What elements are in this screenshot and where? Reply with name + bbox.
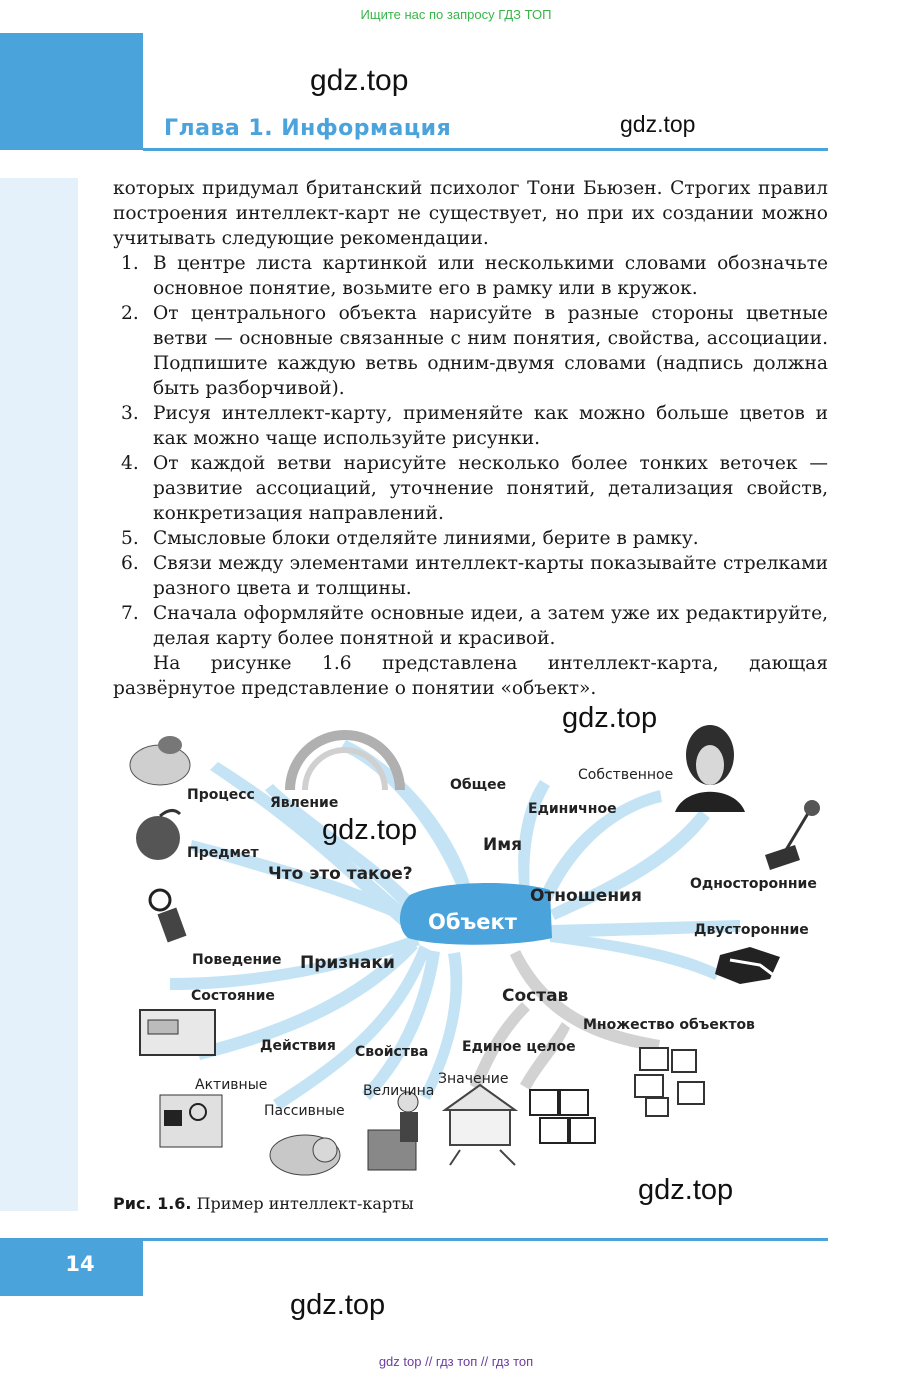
map-label: Двусторонние [694,922,809,938]
header-color-block [0,33,143,150]
watermark: gdz.top [290,1289,386,1321]
item-text: В центре листа картинкой или несколькими словами обозначьте основное понятие, возьмите его в рамку или в кружок. [153,253,828,299]
builder-icon [368,1092,418,1170]
footer-rule [143,1238,828,1241]
item-text: От центрального объекта нарисуйте в разные стороны цветные ветви — основные связанные с ним понятия, свойства, ассоциации. Подпишите каждую ветвь одним-двумя словами (надпись должна быть разборчивой). [153,303,828,399]
item-text: Связи между элементами интеллект-карты показывайте стрелками разного цвета и толщины. [153,553,828,599]
map-label: Действия [260,1038,336,1054]
puzzle-set-icon [635,1048,704,1116]
bottom-links[interactable]: gdz top // гдз топ // гдз топ [378,1354,534,1369]
watermark: gdz.top [638,1174,734,1206]
map-label: Поведение [192,952,282,968]
map-label: Отношения [530,886,642,906]
puzzle-piece-icon [530,1090,595,1143]
list-item [113,526,828,551]
apple-icon [136,810,180,860]
item-text: Рисуя интеллект-карту, применяйте как можно больше цветов и как можно чаще используйте рисунки. [153,403,828,449]
caption-label: Рис. 1.6. [113,1194,192,1213]
item-number: 5. [121,528,139,549]
item-number: 1. [121,253,139,274]
rose-hand-icon [765,800,820,870]
list-item [113,251,828,301]
map-label: Пассивные [264,1103,345,1119]
map-label: Величина [363,1083,435,1099]
watermark: gdz.top [562,702,658,734]
map-label: Общее [450,777,507,793]
pushkin-portrait [672,720,747,812]
chapter-title: Глава 1. Информация [164,116,452,141]
map-label: Имя [483,835,523,855]
watermark: gdz.top [310,64,409,97]
list-item [113,301,828,401]
item-number: 7. [121,603,139,624]
map-label: Состояние [191,988,275,1004]
caption-text: Пример интеллект-карты [196,1194,414,1213]
body-text [113,176,828,701]
item-number: 2. [121,303,139,324]
item-text: Смысловые блоки отделяйте линиями, берите в рамку. [153,528,699,549]
house-icon [445,1085,515,1165]
map-label: Единичное [528,801,617,817]
header-rule [143,148,828,151]
list-item [113,401,828,451]
map-label: Процесс [187,787,255,803]
cat-icon [270,1135,340,1175]
map-label: Значение [438,1071,509,1087]
side-margin-strip [0,178,78,1211]
runner-icon [160,1095,222,1147]
list-item [113,451,828,526]
top-search-link[interactable]: Ищите нас по запросу ГДЗ ТОП [360,7,552,22]
person-icon [150,890,187,943]
watermark: gdz.top [620,111,696,137]
handshake-icon [715,947,780,984]
watermark: gdz.top [322,814,418,846]
list-item [113,601,828,651]
map-label: Единое целое [462,1039,576,1055]
item-number: 4. [121,453,139,474]
map-label: Явление [270,795,339,811]
figure-caption [113,1194,414,1213]
item-number: 6. [121,553,139,574]
map-label: Предмет [187,845,259,861]
center-node-label: Объект [428,910,517,934]
map-label: Односторонние [690,876,817,892]
dishes-icon [130,736,190,785]
item-number: 3. [121,403,139,424]
closing-paragraph: На рисунке 1.6 представлена интеллект-карта, дающая развёрнутое представление о понятии «объект». [113,653,828,699]
item-text: От каждой ветви нарисуйте несколько более тонких веточек — развитие ассоциаций, уточнение понятий, детализация свойств, конкретизация направлений. [153,453,828,524]
map-label: Что это такое? [268,864,413,884]
map-label: Множество объектов [583,1017,755,1033]
map-label: Признаки [300,953,395,973]
map-label: Собственное [578,767,674,783]
recommendations-list [113,251,828,651]
map-label: Состав [502,986,569,1006]
item-text: Сначала оформляйте основные идеи, а затем уже их редактируйте, делая карту более понятной и красивой. [153,603,828,649]
page-number: 14 [65,1252,95,1276]
bed-icon [140,1010,215,1055]
map-label: Активные [195,1077,268,1093]
map-label: Свойства [355,1044,429,1060]
list-item [113,551,828,601]
intro-paragraph: которых придумал британский психолог Тони Бьюзен. Строгих правил построения интеллект-карт не существует, но при их создании можно учитывать следующие рекомендации. [113,178,828,249]
